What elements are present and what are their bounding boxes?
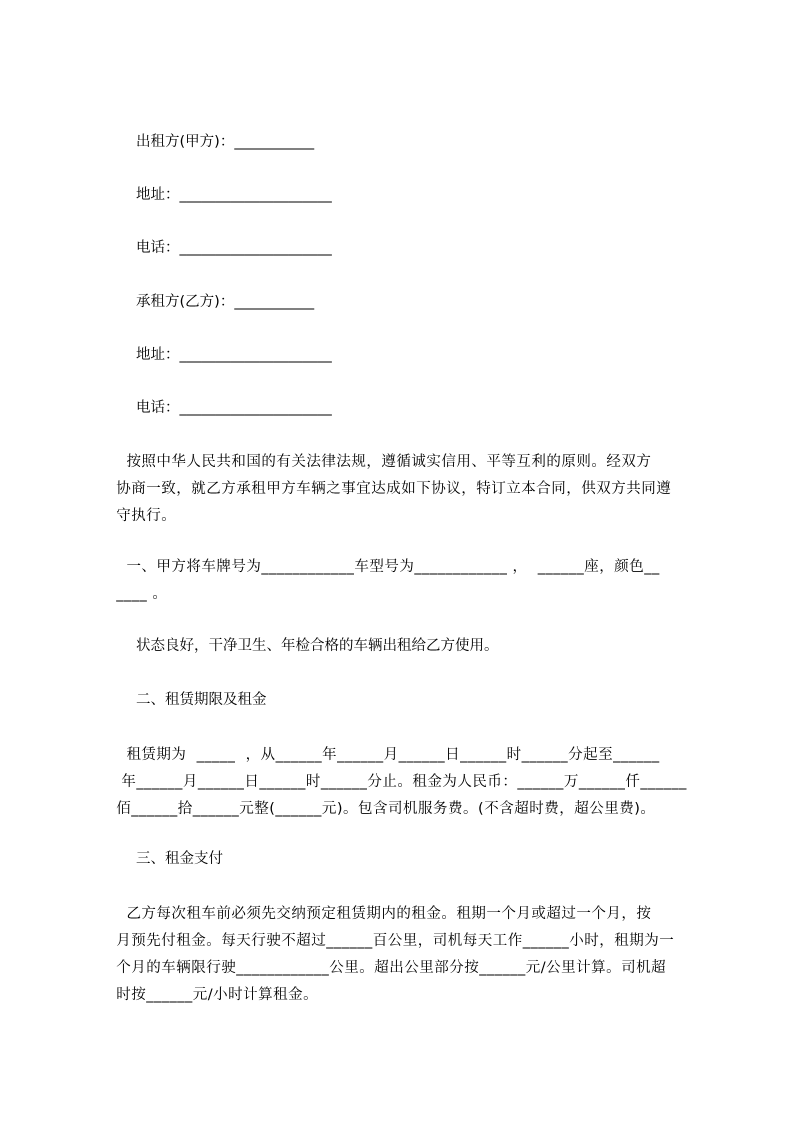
preamble-line: 按照中华人民共和国的有关法律法规，遵循诚实信用、平等互利的原则。经双方 (106, 454, 652, 470)
section1-condition: 状态良好，干净卫生、年检合格的车辆出租给乙方使用。 (136, 638, 499, 654)
preamble-line: 协商一致，就乙方承租甲方车辆之事宜达成如下协议，特订立本合同，供双方共同遵 (106, 481, 672, 497)
lessee-line: 承租方(乙方)：___________ (136, 294, 315, 310)
section2-title: 二、租赁期限及租金 (136, 692, 267, 708)
lessee-address-line: 地址：_____________________ (136, 347, 332, 363)
lessor-address-line: 地址：_____________________ (136, 187, 332, 203)
lessor-phone-line: 电话：_____________________ (136, 240, 332, 256)
section2-line: 佰______拾______元整(______元)。包含司机服务费。(不含超时费，超公里费)。 (106, 801, 656, 817)
lessor-line: 出租方(甲方)：___________ (136, 134, 315, 150)
section3-line: 时按______元/小时计算租金。 (106, 987, 319, 1003)
section3-title: 三、租金支付 (136, 851, 223, 867)
section3-line: 个月的车辆限行驶____________公里。超出公里部分按______元/公里计算。司机超 (106, 960, 667, 976)
section2-paragraph (106, 742, 702, 823)
section1-line: 一、甲方将车牌号为____________车型号为____________ ， ______座，颜色__ (106, 559, 660, 575)
section2-line: 年______月______日______时______分止。租金为人民币：______万______仟______ (106, 774, 687, 790)
section3-line: 乙方每次租车前必须先交纳预定租赁期内的租金。租期一个月或超过一个月，按 (106, 906, 652, 922)
section3-paragraph (106, 901, 702, 1009)
section1-line: ____ 。 (106, 586, 168, 602)
preamble-line: 守执行。 (106, 508, 177, 524)
section2-line: 租赁期为 _____ ，从______年______月______日______时______分起至______ (106, 747, 660, 763)
section3-line: 月预先付租金。每天行驶不超过______百公里，司机每天工作______小时，租期为一 (106, 933, 675, 949)
lessee-phone-line: 电话：_____________________ (136, 400, 332, 416)
preamble-paragraph (106, 449, 702, 530)
section1-paragraph (106, 554, 702, 608)
